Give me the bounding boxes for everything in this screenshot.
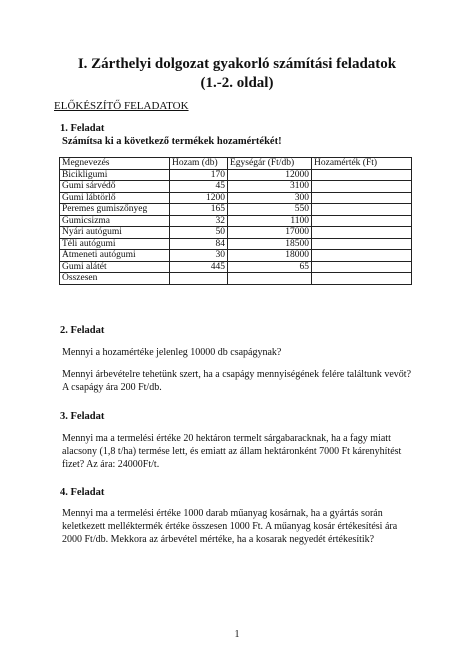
cell-yield: 84 (170, 238, 228, 250)
cell-value (312, 204, 412, 216)
table-row (60, 215, 412, 227)
task3-heading: 3. Feladat (60, 411, 105, 422)
cell-value (312, 215, 412, 227)
cell-yield: 32 (170, 215, 228, 227)
cell-name: Peremes gumiszőnyeg (60, 204, 170, 216)
col-header-name: Megnevezés (60, 158, 170, 170)
cell-price: 12000 (228, 169, 312, 181)
col-header-price: Egységár (Ft/db) (228, 158, 312, 170)
cell-value (312, 181, 412, 193)
col-header-value: Hozamérték (Ft) (312, 158, 412, 170)
cell-price (228, 273, 312, 285)
cell-yield: 50 (170, 227, 228, 239)
cell-price: 1100 (228, 215, 312, 227)
task2-heading: 2. Feladat (60, 325, 105, 336)
cell-price: 3100 (228, 181, 312, 193)
cell-name: Gumi lábtörlő (60, 192, 170, 204)
table-total-row (60, 273, 412, 285)
cell-value (312, 192, 412, 204)
cell-yield: 445 (170, 261, 228, 273)
col-header-yield: Hozam (db) (170, 158, 228, 170)
cell-price: 17000 (228, 227, 312, 239)
task2-question-2: Mennyi árbevételre tehetünk szert, ha a csapágy mennyiségének felére találtunk vevőt? A csapágy ára 200 Ft/db. (62, 369, 412, 393)
cell-value (312, 238, 412, 250)
cell-yield: 170 (170, 169, 228, 181)
table-row (60, 261, 412, 273)
task4-heading: 4. Feladat (60, 487, 105, 498)
cell-value (312, 261, 412, 273)
yield-table (59, 157, 412, 285)
table-row (60, 238, 412, 250)
table-row (60, 204, 412, 216)
cell-name: Téli autógumi (60, 238, 170, 250)
cell-price: 300 (228, 192, 312, 204)
cell-yield (170, 273, 228, 285)
cell-value (312, 250, 412, 262)
cell-name: Gumicsizma (60, 215, 170, 227)
cell-yield: 165 (170, 204, 228, 216)
cell-value (312, 273, 412, 285)
cell-name: Gumi sárvédő (60, 181, 170, 193)
cell-name: Bicikligumi (60, 169, 170, 181)
page-number: 1 (234, 629, 240, 640)
task4-question: Mennyi ma a termelési értéke 1000 darab műanyag kosárnak, ha a gyártás során keletkezett melléktermék értéke összesen 1000 Ft. A műanyag kosár értékesítési ára 2000 Ft/db. Mekkora az árbevétel mértéke, ha a kosarak negyedét értékesítik? (62, 508, 398, 545)
cell-name: Átmeneti autógumi (60, 250, 170, 262)
table-header-row (60, 158, 412, 170)
table-row (60, 227, 412, 239)
cell-yield: 45 (170, 181, 228, 193)
task1-heading: 1. Feladat (60, 123, 105, 134)
task2-question: Mennyi a hozamértéke jelenleg 10000 db csapágynak? (62, 347, 282, 358)
cell-name: Nyári autógumi (60, 227, 170, 239)
task3-question: Mennyi ma a termelési értéke 20 hektáron termelt sárgabaracknak, ha a fagy miatt alacsony (1,8 t/ha) termése lett, és emiatt az állam hektáronként 7000 Ft kárenyhítést fizet? Az ára: 24000Ft/t. (62, 433, 402, 470)
cell-yield: 1200 (170, 192, 228, 204)
cell-yield: 30 (170, 250, 228, 262)
cell-price: 65 (228, 261, 312, 273)
table-row (60, 250, 412, 262)
document-subtitle: (1.-2. oldal) (200, 75, 274, 91)
section-heading: ELŐKÉSZÍTŐ FELADATOK (54, 100, 189, 112)
table-row (60, 192, 412, 204)
cell-price: 550 (228, 204, 312, 216)
document-title: I. Zárthelyi dolgozat gyakorló számítási feladatok (77, 56, 397, 72)
task1-instruction: Számítsa ki a következő termékek hozamértékét! (62, 136, 282, 147)
table-row (60, 169, 412, 181)
cell-value (312, 227, 412, 239)
cell-price: 18000 (228, 250, 312, 262)
cell-name: Gumi alátét (60, 261, 170, 273)
cell-price: 18500 (228, 238, 312, 250)
cell-name: Összesen (60, 273, 170, 285)
cell-value (312, 169, 412, 181)
table-row (60, 181, 412, 193)
